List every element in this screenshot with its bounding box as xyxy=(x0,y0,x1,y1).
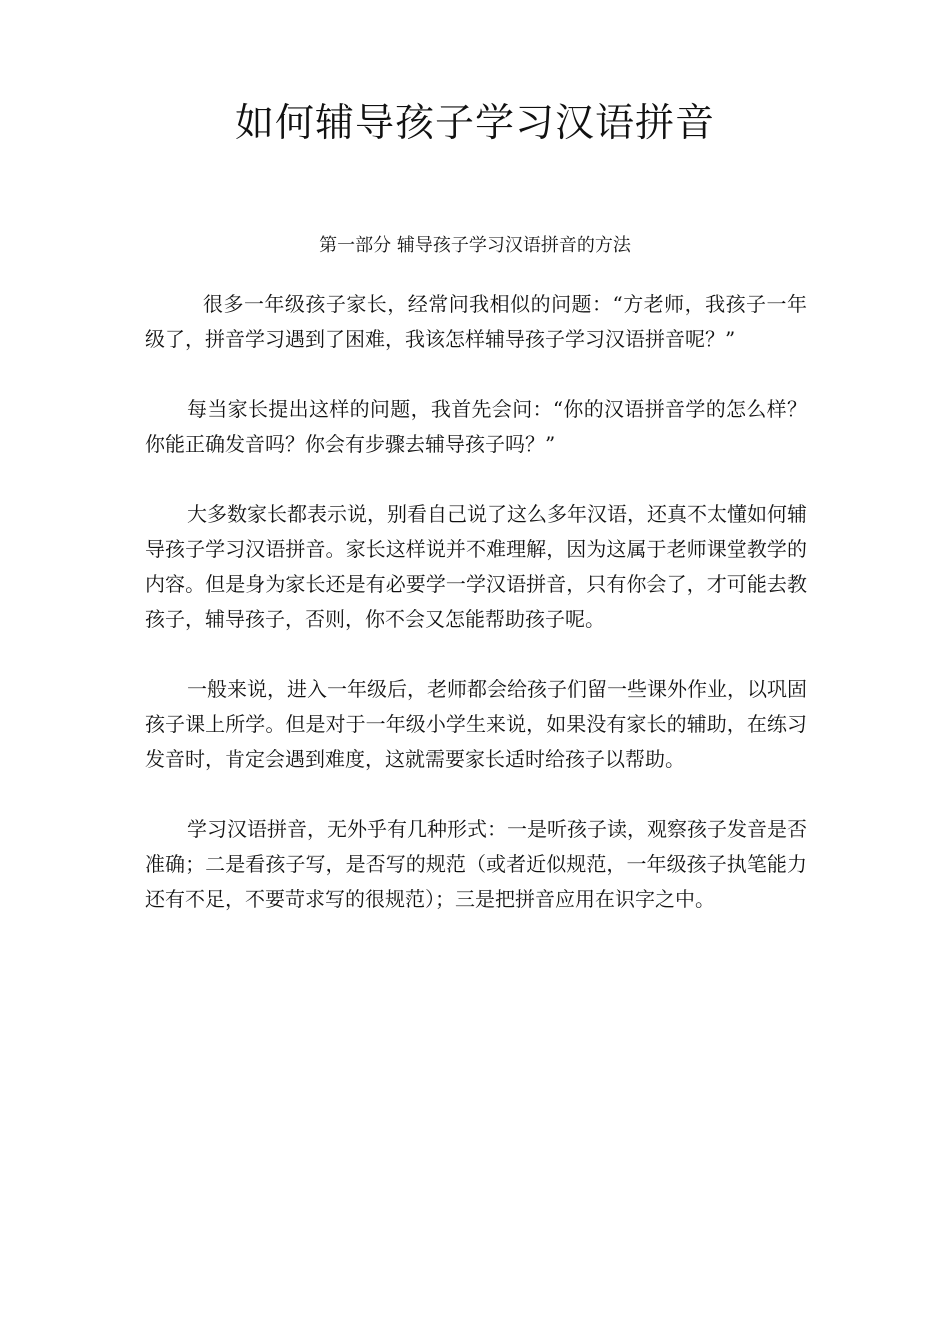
paragraph-2: 每当家长提出这样的问题，我首先会问：“你的汉语拼音学的怎么样？你能正确发音吗？你会有步骤去辅导孩子吗？” xyxy=(145,397,807,456)
page-title: 如何辅导孩子学习汉语拼音 xyxy=(234,101,715,146)
section-heading: 第一部分 辅导孩子学习汉语拼音的方法 xyxy=(319,235,631,256)
document-body xyxy=(145,287,807,952)
paragraph-1: 很多一年级孩子家长，经常问我相似的问题：“方老师，我孩子一年级了，拼音学习遇到了困难，我该怎样辅导孩子学习汉语拼音呢？” xyxy=(145,292,807,351)
paragraph-4: 一般来说，进入一年级后，老师都会给孩子们留一些课外作业，以巩固孩子课上所学。但是对于一年级小学生来说，如果没有家长的辅助，在练习发音时，肯定会遇到难度，这就需要家长适时给孩子以帮助。 xyxy=(145,677,807,771)
paragraph-5: 学习汉语拼音，无外乎有几种形式：一是听孩子读，观察孩子发音是否准确；二是看孩子写，是否写的规范（或者近似规范，一年级孩子执笔能力还有不足，不要苛求写的很规范）；三是把拼音应用在识字之中。 xyxy=(145,817,807,911)
paragraph-3: 大多数家长都表示说，别看自己说了这么多年汉语，还真不太懂如何辅导孩子学习汉语拼音。家长这样说并不难理解，因为这属于老师课堂教学的内容。但是身为家长还是有必要学一学汉语拼音，只有你会了，才可能去教孩子，辅导孩子，否则，你不会又怎能帮助孩子呢。 xyxy=(145,502,807,631)
